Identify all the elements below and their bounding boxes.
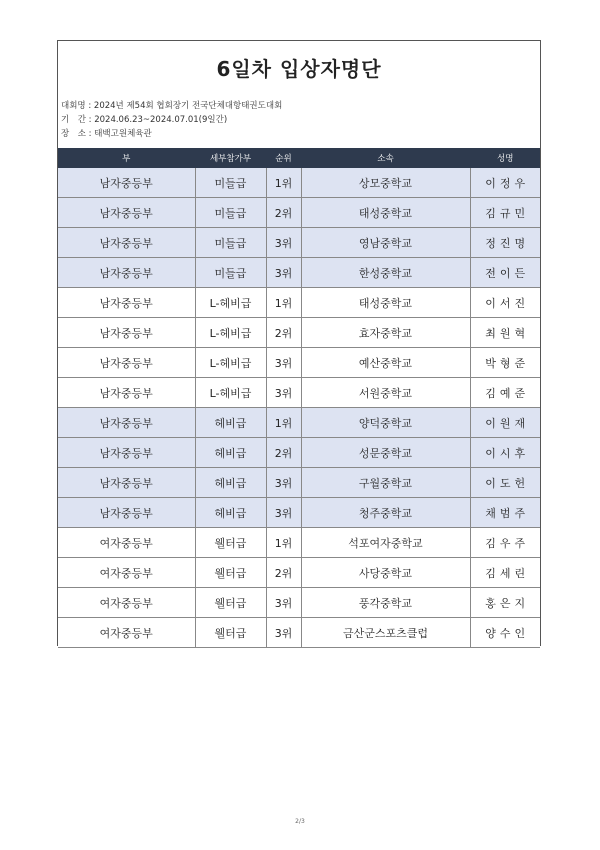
cell-rank: 1위 xyxy=(266,168,301,198)
cell-team: 예산중학교 xyxy=(301,348,470,378)
period-value: 2024.06.23~2024.07.01(9일간) xyxy=(94,115,228,125)
cell-division: 남자중등부 xyxy=(58,288,195,318)
table-row xyxy=(58,288,540,318)
cell-team: 청주중학교 xyxy=(301,498,470,528)
cell-team: 구월중학교 xyxy=(301,468,470,498)
event-label: 대회명 xyxy=(61,101,86,111)
cell-rank: 3위 xyxy=(266,618,301,648)
cell-name: 이서진 xyxy=(470,288,540,318)
cell-division: 남자중등부 xyxy=(58,258,195,288)
page-number: 2/3 xyxy=(295,818,305,825)
cell-weight-class: 웰터급 xyxy=(195,558,266,588)
header-rank: 순위 xyxy=(266,149,301,168)
table-row xyxy=(58,618,540,648)
cell-team: 양덕중학교 xyxy=(301,408,470,438)
venue-row: 장 소 : 태백고원체육관 xyxy=(61,129,152,139)
cell-weight-class: 웰터급 xyxy=(195,528,266,558)
cell-team: 태성중학교 xyxy=(301,198,470,228)
winners-table xyxy=(58,148,540,648)
cell-rank: 3위 xyxy=(266,378,301,408)
venue-value: 태백고원체육관 xyxy=(94,129,152,139)
cell-rank: 3위 xyxy=(266,228,301,258)
cell-division: 남자중등부 xyxy=(58,468,195,498)
cell-name: 김규민 xyxy=(470,198,540,228)
cell-rank: 2위 xyxy=(266,318,301,348)
table-row xyxy=(58,408,540,438)
cell-weight-class: 미들급 xyxy=(195,198,266,228)
cell-rank: 2위 xyxy=(266,198,301,228)
cell-rank: 1위 xyxy=(266,288,301,318)
cell-name: 이원재 xyxy=(470,408,540,438)
cell-team: 사당중학교 xyxy=(301,558,470,588)
cell-name: 김우주 xyxy=(470,528,540,558)
cell-division: 남자중등부 xyxy=(58,408,195,438)
table-row xyxy=(58,228,540,258)
period-row: 기 간 : 2024.06.23~2024.07.01(9일간) xyxy=(61,115,228,125)
table-row xyxy=(58,258,540,288)
table-row xyxy=(58,498,540,528)
cell-weight-class: L-헤비급 xyxy=(195,348,266,378)
cell-team: 풍각중학교 xyxy=(301,588,470,618)
cell-team: 성문중학교 xyxy=(301,438,470,468)
cell-name: 이정우 xyxy=(470,168,540,198)
cell-name: 박형준 xyxy=(470,348,540,378)
table-row xyxy=(58,558,540,588)
cell-division: 남자중등부 xyxy=(58,198,195,228)
cell-rank: 3위 xyxy=(266,588,301,618)
cell-team: 석포여자중학교 xyxy=(301,528,470,558)
table-row xyxy=(58,588,540,618)
table-row xyxy=(58,438,540,468)
header-name: 성명 xyxy=(470,149,540,168)
document-frame xyxy=(57,40,541,646)
cell-name: 양수인 xyxy=(470,618,540,648)
cell-rank: 3위 xyxy=(266,468,301,498)
cell-name: 채범주 xyxy=(470,498,540,528)
cell-division: 남자중등부 xyxy=(58,498,195,528)
cell-weight-class: 미들급 xyxy=(195,258,266,288)
cell-division: 남자중등부 xyxy=(58,228,195,258)
cell-name: 홍은지 xyxy=(470,588,540,618)
cell-team: 금산군스포츠클럽 xyxy=(301,618,470,648)
cell-name: 김예준 xyxy=(470,378,540,408)
cell-division: 남자중등부 xyxy=(58,378,195,408)
cell-name: 이도헌 xyxy=(470,468,540,498)
table-row xyxy=(58,168,540,198)
table-row xyxy=(58,198,540,228)
cell-weight-class: 헤비급 xyxy=(195,408,266,438)
header-team: 소속 xyxy=(301,149,470,168)
table-header-row xyxy=(58,149,540,168)
table-row xyxy=(58,528,540,558)
cell-weight-class: 헤비급 xyxy=(195,438,266,468)
cell-name: 전이든 xyxy=(470,258,540,288)
cell-name: 김세린 xyxy=(470,558,540,588)
cell-division: 남자중등부 xyxy=(58,438,195,468)
cell-weight-class: 미들급 xyxy=(195,168,266,198)
cell-rank: 2위 xyxy=(266,438,301,468)
cell-weight-class: 웰터급 xyxy=(195,618,266,648)
table-row xyxy=(58,348,540,378)
cell-rank: 3위 xyxy=(266,348,301,378)
cell-weight-class: L-헤비급 xyxy=(195,318,266,348)
cell-division: 여자중등부 xyxy=(58,588,195,618)
page-title: 6일차 입상자명단 xyxy=(216,57,382,81)
cell-team: 서원중학교 xyxy=(301,378,470,408)
cell-team: 영남중학교 xyxy=(301,228,470,258)
cell-team: 태성중학교 xyxy=(301,288,470,318)
event-info xyxy=(61,99,282,141)
cell-division: 여자중등부 xyxy=(58,528,195,558)
header-weight-class: 세부참가부 xyxy=(195,149,266,168)
cell-team: 효자중학교 xyxy=(301,318,470,348)
cell-weight-class: L-헤비급 xyxy=(195,378,266,408)
cell-rank: 3위 xyxy=(266,258,301,288)
cell-weight-class: 웰터급 xyxy=(195,588,266,618)
table-row xyxy=(58,378,540,408)
header-division: 부 xyxy=(58,149,195,168)
cell-division: 여자중등부 xyxy=(58,558,195,588)
cell-division: 남자중등부 xyxy=(58,168,195,198)
table-row xyxy=(58,468,540,498)
cell-name: 이시후 xyxy=(470,438,540,468)
cell-rank: 1위 xyxy=(266,528,301,558)
cell-rank: 2위 xyxy=(266,558,301,588)
cell-division: 남자중등부 xyxy=(58,348,195,378)
cell-weight-class: 헤비급 xyxy=(195,468,266,498)
cell-weight-class: 미들급 xyxy=(195,228,266,258)
cell-weight-class: 헤비급 xyxy=(195,498,266,528)
venue-label: 장 소 xyxy=(61,129,86,139)
cell-division: 여자중등부 xyxy=(58,618,195,648)
period-label: 기 간 xyxy=(61,115,86,125)
cell-division: 남자중등부 xyxy=(58,318,195,348)
cell-rank: 1위 xyxy=(266,408,301,438)
event-name-row: 대회명 : 2024년 제54회 협회장기 전국단체대항태권도대회 xyxy=(61,101,283,111)
cell-name: 정진명 xyxy=(470,228,540,258)
cell-weight-class: L-헤비급 xyxy=(195,288,266,318)
table-row xyxy=(58,318,540,348)
event-value: 2024년 제54회 협회장기 전국단체대항태권도대회 xyxy=(93,101,283,111)
cell-rank: 3위 xyxy=(266,498,301,528)
cell-name: 최원혁 xyxy=(470,318,540,348)
cell-team: 한성중학교 xyxy=(301,258,470,288)
cell-team: 상모중학교 xyxy=(301,168,470,198)
